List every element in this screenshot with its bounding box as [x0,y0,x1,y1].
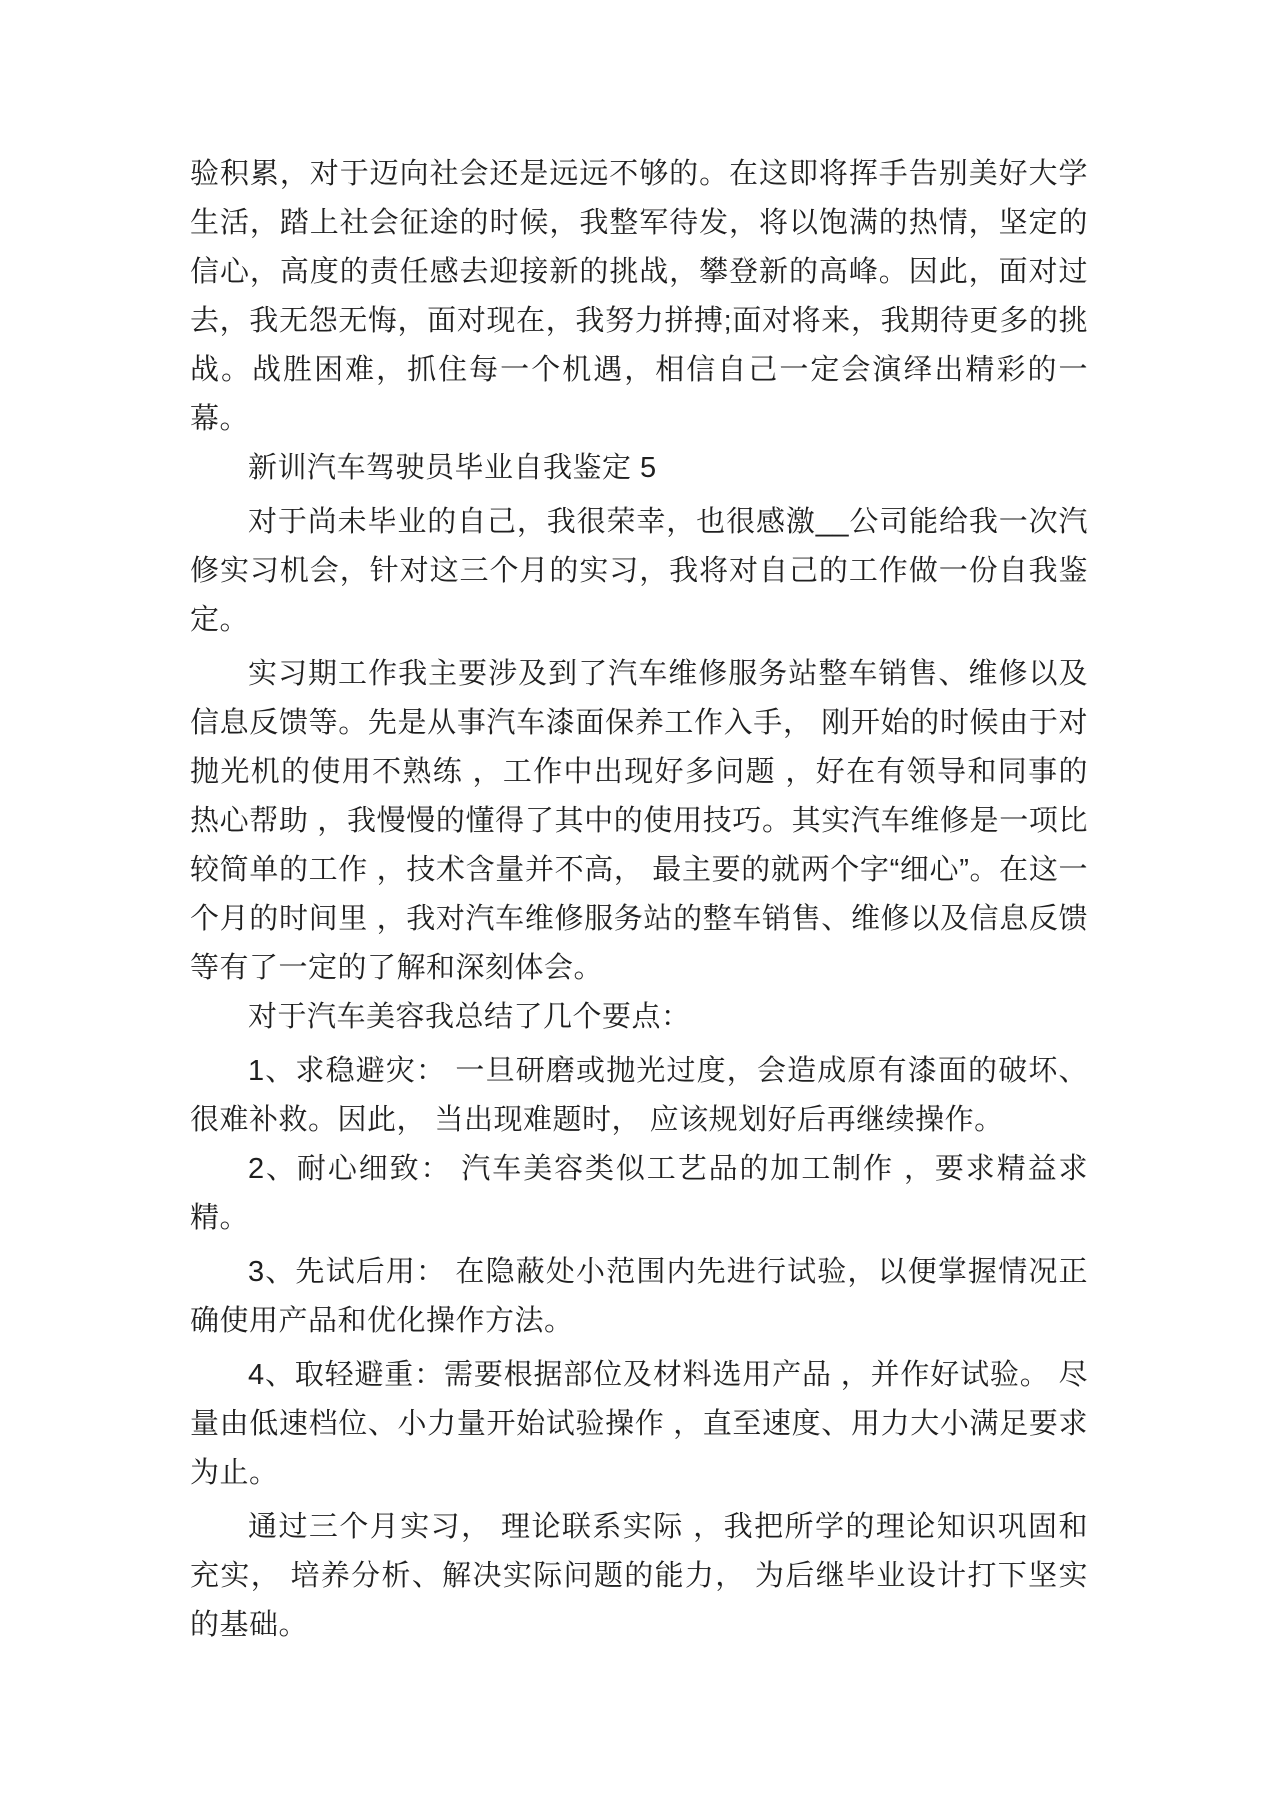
list-item-2: 2、耐心细致： 汽车美容类似工艺品的加工制作 ，要求精益求精。 [190,1153,1088,1234]
body-paragraph-key-points-lead: 对于汽车美容我总结了几个要点： [248,1001,691,1033]
document-body [190,150,1088,1650]
body-paragraph-continuation: 验积累，对于迈向社会还是远远不够的。在这即将挥手告别美好大学生活，踏上社会征途的时候，我整军待发，将以饱满的热情，坚定的信心，高度的责任感去迎接新的挑战，攀登新的高峰。因此，面对过去，我无怨无悔，面对现在，我努力拼搏;面对将来，我期待更多的挑战。战胜困难，抓住每一个机遇，相信自己一定会演绎出精彩的一幕。 [190,158,1088,435]
section-title: 新训汽车驾驶员毕业自我鉴定 5 [248,452,657,484]
list-item-1: 1、求稳避灾： 一旦研磨或抛光过度，会造成原有漆面的破坏、 很难补救。因此， 当出现难题时， 应该规划好后再继续操作。 [190,1055,1088,1136]
body-paragraph-conclusion: 通过三个月实习， 理论联系实际 ，我把所学的理论知识巩固和充实， 培养分析、解决实际问题的能力， 为后继毕业设计打下坚实的基础。 [190,1511,1088,1641]
list-item-4: 4、取轻避重：需要根据部位及材料选用产品 ，并作好试验。 尽量由低速档位、小力量开始试验操作 ，直至速度、用力大小满足要求为止。 [190,1359,1088,1489]
body-paragraph-internship-work: 实习期工作我主要涉及到了汽车维修服务站整车销售、维修以及信息反馈等。先是从事汽车漆面保养工作入手， 刚开始的时候由于对抛光机的使用不熟练 ，工作中出现好多问题 ，好在有领导和同事的热心帮助 ，我慢慢的懂得了其中的使用技巧。其实汽车维修是一项比较简单的工作 ，技术含量并不高， 最主要的就两个字“细心”。在这一个月的时间里 ，我对汽车维修服务站的整车销售、维修以及信息反馈等有了一定的了解和深刻体会。 [190,658,1088,984]
body-paragraph-intro: 对于尚未毕业的自己，我很荣幸，也很感激__公司能给我一次汽修实习机会，针对这三个月的实习，我将对自己的工作做一份自我鉴定。 [190,506,1088,636]
list-item-3: 3、先试后用： 在隐蔽处小范围内先进行试验，以便掌握情况正确使用产品和优化操作方法。 [190,1256,1088,1337]
